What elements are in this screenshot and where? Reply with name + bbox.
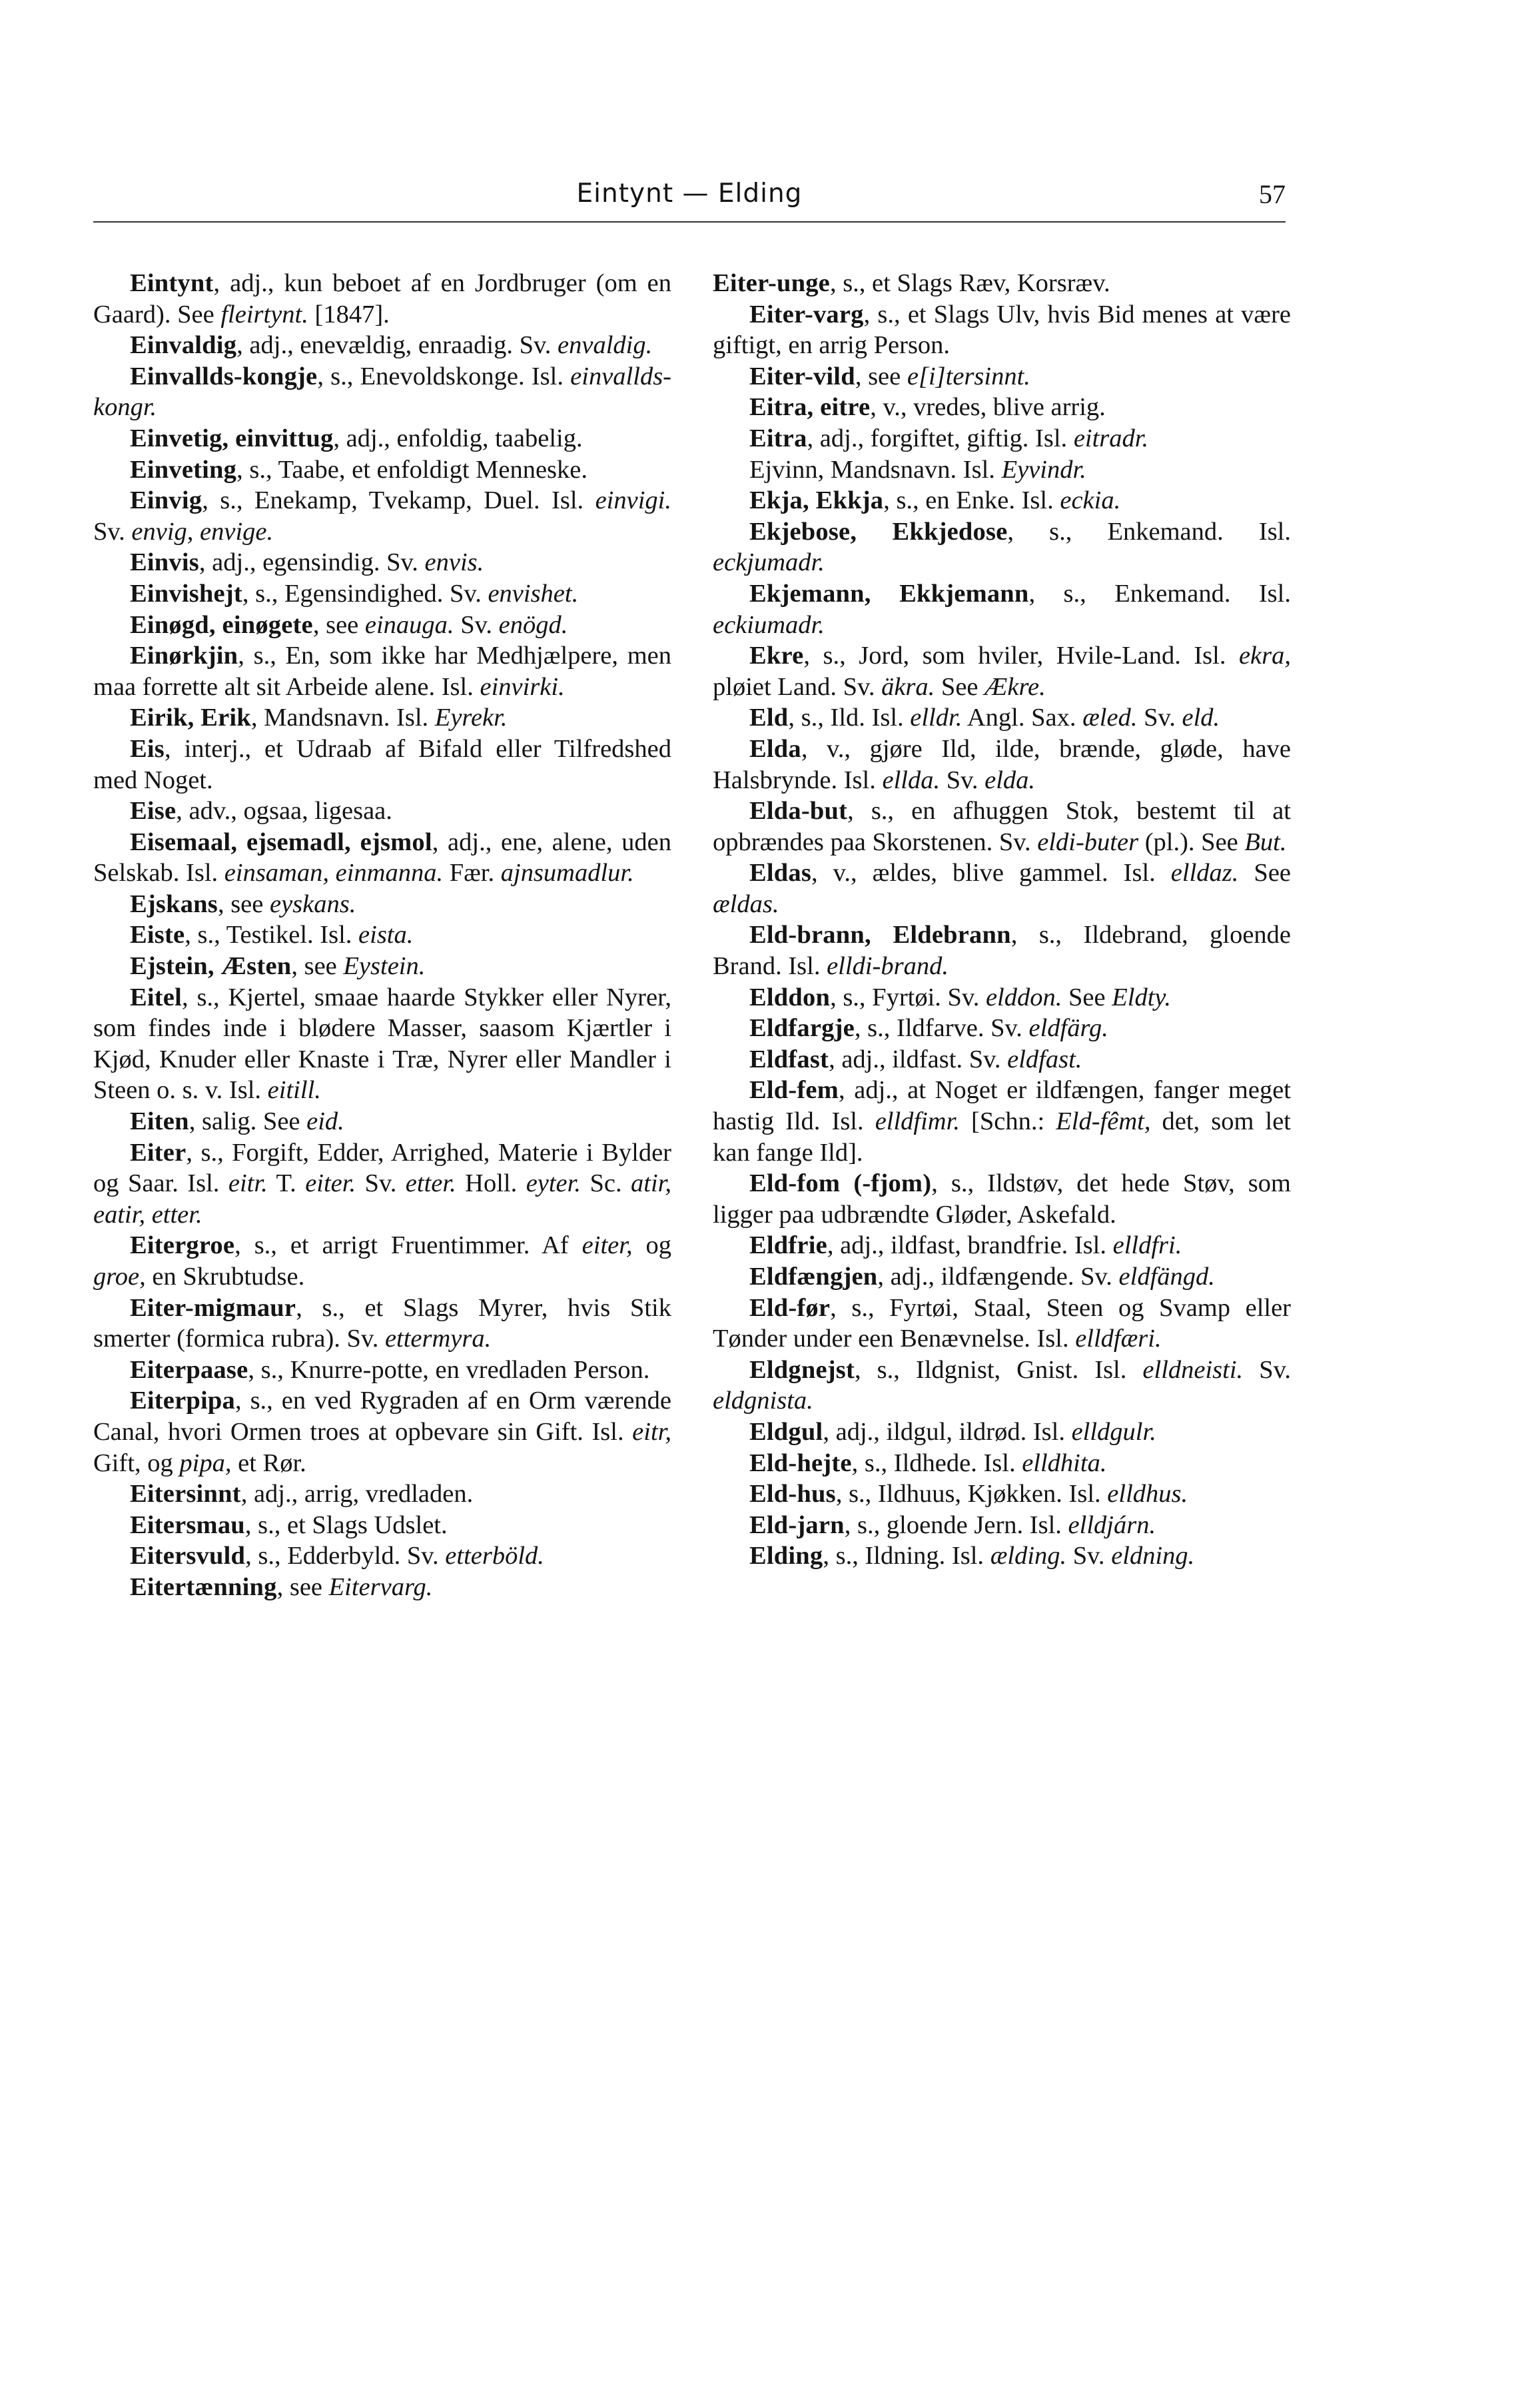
- dictionary-entry: [93, 1572, 671, 1603]
- entry-definition: , adj., enfoldig, taabelig.: [333, 424, 583, 452]
- dictionary-entry: [93, 547, 671, 578]
- dictionary-entry: [713, 1479, 1291, 1510]
- entry-definition: , s., et Slags Ræv, Korsræv.: [829, 269, 1110, 297]
- entry-definition: , s., Enevoldskonge. Isl. einvallds-kongr.: [93, 362, 671, 422]
- dictionary-entry: [713, 1261, 1291, 1293]
- entry-definition: , s., en ved Rygraden af en Orm værende Canal, hvori Ormen troes at opbevare sin Gift. Isl. eitr, Gift, og pipa, et Rør.: [93, 1387, 671, 1477]
- dictionary-entry: [93, 1106, 671, 1137]
- entry-definition: , see e[i]tersinnt.: [855, 362, 1030, 390]
- entry-headword: Elding: [749, 1542, 823, 1570]
- entry-definition: , adj., at Noget er ildfængen, fanger meget hastig Ild. Isl. elldfimr. [Schn.: Eld-fêmt, det, som let kan fange Ild].: [713, 1076, 1291, 1167]
- entry-headword: Eitersinnt: [130, 1480, 241, 1508]
- entry-headword: Eirik, Erik: [130, 704, 251, 732]
- entry-definition: , s., Egensindighed. Sv. envishet.: [242, 579, 579, 608]
- running-header: [93, 179, 1286, 213]
- entry-headword: Eitersmau: [130, 1510, 245, 1539]
- dictionary-entry: [93, 702, 671, 734]
- dictionary-entry: [93, 640, 671, 702]
- dictionary-entry: [93, 610, 671, 641]
- entry-definition: , v., vredes, blive arrig.: [870, 393, 1106, 422]
- entry-definition: , s., Ild. Isl. elldr. Angl. Sax. æled. Sv. eld.: [788, 704, 1220, 732]
- entry-headword: Elda: [749, 734, 801, 763]
- entry-definition: , s., Fyrtøi. Sv. elddon. See Eldty.: [830, 983, 1171, 1011]
- right-column: [713, 268, 1291, 1572]
- page-number: 57: [1259, 179, 1286, 209]
- entry-definition: , s., Ildhuus, Kjøkken. Isl. elldhus.: [835, 1480, 1188, 1508]
- dictionary-entry: [93, 578, 671, 610]
- dictionary-entry: [93, 1137, 671, 1231]
- entry-headword: Eld-hus: [749, 1480, 836, 1508]
- dictionary-entry: [93, 734, 671, 796]
- entry-definition: , adj., enevældig, enraadig. Sv. envaldig.: [236, 331, 653, 360]
- entry-headword: Einvis: [130, 548, 199, 577]
- dictionary-entry: [713, 858, 1291, 919]
- dictionary-entry: [713, 1168, 1291, 1230]
- entry-definition: , s., Jord, som hviler, Hvile-Land. Isl. ekra, pløiet Land. Sv. äkra. See Ækre.: [713, 642, 1291, 701]
- entry-headword: Eldfargje: [749, 1014, 855, 1043]
- entry-definition: , adj., ildfængende. Sv. eldfängd.: [877, 1263, 1215, 1291]
- dictionary-entry: [93, 1385, 671, 1479]
- dictionary-entry: [713, 485, 1291, 516]
- entry-headword: Eintynt: [130, 269, 214, 297]
- entry-headword: Eitra, eitre: [749, 393, 871, 422]
- entry-headword: Eiste: [130, 921, 185, 949]
- entry-headword: Eiter-unge: [713, 269, 830, 297]
- dictionary-entry: [713, 1448, 1291, 1479]
- dictionary-entry: [93, 1230, 671, 1292]
- entry-headword: Eitertænning: [130, 1572, 277, 1601]
- entry-headword: Ekjemann, Ekkjemann: [749, 579, 1029, 608]
- dictionary-entry: [713, 1417, 1291, 1448]
- entry-headword: Einøgd, einøgete: [130, 610, 313, 639]
- dictionary-entry: [713, 1044, 1291, 1075]
- entry-headword: Eldgul: [749, 1417, 823, 1446]
- entry-headword: Eld-fem: [749, 1076, 839, 1105]
- dictionary-entry: [93, 889, 671, 920]
- entry-definition: , adj., ildgul, ildrød. Isl. elldgulr.: [823, 1417, 1156, 1446]
- entry-definition: , s., en Enke. Isl. eckia.: [883, 486, 1121, 515]
- entry-headword: Einvishejt: [130, 579, 242, 608]
- entry-definition: , s., Testikel. Isl. eista.: [185, 921, 414, 949]
- entry-definition: , adj., egensindig. Sv. envis.: [198, 548, 484, 577]
- entry-headword: Eldfast: [749, 1045, 829, 1073]
- entry-headword: Eiterpipa: [130, 1387, 235, 1415]
- header-rule: [93, 221, 1286, 223]
- dictionary-entry: [93, 919, 671, 951]
- entry-definition: , s., Taabe, et enfoldigt Menneske.: [236, 455, 588, 484]
- entry-headword: Eld-jarn: [749, 1510, 845, 1539]
- entry-definition: , v., gjøre Ild, ilde, brænde, gløde, have Halsbrynde. Isl. ellda. Sv. elda.: [713, 734, 1291, 794]
- entry-definition: , s., et Slags Udslet.: [244, 1510, 448, 1539]
- entry-headword: Einvetig, einvittug: [130, 424, 334, 452]
- entry-headword: Eis: [130, 734, 165, 763]
- entry-definition: , s., Forgift, Edder, Arrighed, Materie i Bylder og Saar. Isl. eitr. T. eiter. Sv. etter. Holl. eyter. Sc. atir, eatir, etter.: [93, 1138, 671, 1229]
- entry-headword: Elda-but: [749, 797, 848, 826]
- dictionary-entry: [93, 1510, 671, 1541]
- entry-definition: , s., et Slags Myrer, hvis Stik smerter (formica rubra). Sv. ettermyra.: [93, 1293, 671, 1353]
- entry-headword: Eiter-varg: [749, 300, 864, 328]
- dictionary-entry: [713, 578, 1291, 640]
- entry-headword: Eldgnejst: [749, 1355, 855, 1384]
- dictionary-entry: [713, 268, 1291, 299]
- entry-headword: Einørkjin: [130, 642, 238, 670]
- dictionary-entry: [713, 361, 1291, 392]
- entry-definition: , s., Ildfarve. Sv. eldfärg.: [854, 1014, 1108, 1043]
- entry-definition: , adj., ildfast. Sv. eldfast.: [829, 1045, 1082, 1073]
- dictionary-entry: [713, 1230, 1291, 1261]
- dictionary-entry: [93, 796, 671, 827]
- entry-definition: , salig. See eid.: [189, 1107, 344, 1136]
- entry-headword: Eldfængjen: [749, 1263, 878, 1291]
- entry-definition: , adj., kun beboet af en Jordbruger (om en Gaard). See fleirtynt. [1847].: [93, 269, 671, 328]
- entry-definition: , s., gloende Jern. Isl. elldjárn.: [844, 1510, 1156, 1539]
- dictionary-entry: [93, 951, 671, 982]
- running-title: Eintynt — Elding: [576, 179, 803, 209]
- entry-definition: , s., Fyrtøi, Staal, Steen og Svamp eller Tønder under een Benævnelse. Isl. elldfæri.: [713, 1293, 1291, 1353]
- entry-definition: , s., Ildgnist, Gnist. Isl. elldneisti. Sv. eldgnista.: [713, 1355, 1291, 1415]
- entry-definition: , s., Kjertel, smaae haarde Stykker eller Nyrer, som findes inde i blødere Masser, saasom Kjærtler i Kjød, Knuder eller Knaste i Træ, Nyrer eller Mandler i Steen o. s. v. Isl. eitill.: [93, 983, 671, 1105]
- entry-headword: Einvig: [130, 486, 202, 515]
- entry-headword: Eld-fom (-fjom): [749, 1169, 932, 1198]
- dictionary-entry: [713, 796, 1291, 858]
- entry-headword: Eitergroe: [130, 1231, 235, 1260]
- dictionary-entry: [93, 1479, 671, 1510]
- dictionary-entry: [713, 1540, 1291, 1572]
- entry-headword: Ekre: [749, 642, 804, 670]
- entry-definition: , adv., ogsaa, ligesaa.: [176, 797, 392, 826]
- dictionary-entry: [713, 734, 1291, 796]
- entry-headword: Elddon: [749, 983, 831, 1011]
- dictionary-entry: [713, 702, 1291, 734]
- entry-headword: Eise: [130, 797, 177, 826]
- dictionary-entry: [713, 392, 1291, 423]
- dictionary-entry: [93, 330, 671, 361]
- dictionary-entry: [93, 268, 671, 330]
- entry-definition: , v., ældes, blive gammel. Isl. elldaz. See ældas.: [713, 859, 1291, 918]
- dictionary-entry: [713, 1293, 1291, 1355]
- entry-headword: Ekja, Ekkja: [749, 486, 884, 515]
- entry-headword: Eitersvuld: [130, 1542, 246, 1570]
- entry-headword: Ejskans: [130, 890, 218, 918]
- entry-definition: , s., En, som ikke har Medhjælpere, men maa forrette alt sit Arbeide alene. Isl. einvirki.: [93, 642, 671, 701]
- entry-headword: Eld-før: [749, 1293, 831, 1322]
- entry-headword: Eitel: [130, 983, 182, 1011]
- dictionary-entry: [713, 454, 1291, 486]
- entry-definition: , s., en afhuggen Stok, bestemt til at opbrændes paa Skorstenen. Sv. eldi-buter (pl.). See But.: [713, 797, 1291, 856]
- entry-headword: Eld: [749, 704, 789, 732]
- entry-definition: , s., Edderbyld. Sv. etterböld.: [245, 1542, 544, 1570]
- entry-headword: Einvaldig: [130, 331, 237, 360]
- dictionary-entry: [93, 454, 671, 486]
- entry-definition: , s., Enkemand. Isl. eckiumadr.: [713, 579, 1291, 639]
- entry-headword: Eiter-vild: [749, 362, 855, 390]
- entry-headword: Eitra: [749, 424, 807, 452]
- dictionary-entry: [93, 1355, 671, 1386]
- entry-headword: Einveting: [130, 455, 237, 484]
- dictionary-entry: [93, 423, 671, 454]
- dictionary-entry: [713, 982, 1291, 1013]
- entry-definition: , s., Ildhede. Isl. elldhita.: [851, 1449, 1107, 1477]
- entry-headword: Eiterpaase: [130, 1355, 248, 1384]
- entry-definition: , s., Knurre-potte, en vredladen Person.: [248, 1355, 650, 1384]
- entry-definition: , s., Enekamp, Tvekamp, Duel. Isl. einvigi. Sv. envig, envige.: [93, 486, 671, 546]
- entry-headword: Ejstein, Æsten: [130, 952, 292, 981]
- entry-headword: Eiten: [130, 1107, 189, 1136]
- entry-definition: , adj., ene, alene, uden Selskab. Isl. einsaman, einmanna. Fær. ajnsumadlur.: [93, 828, 671, 888]
- entry-definition: , see Eystein.: [291, 952, 426, 981]
- dictionary-entry: [713, 640, 1291, 702]
- dictionary-entry: [93, 1293, 671, 1355]
- entry-definition: Ejvinn, Mandsnavn. Isl. Eyvindr.: [749, 455, 1086, 484]
- dictionary-entry: [713, 299, 1291, 361]
- dictionary-entry: [713, 516, 1291, 578]
- entry-headword: Eisemaal, ejsemadl, ejsmol: [130, 828, 432, 856]
- entry-definition: , see eyskans.: [217, 890, 356, 918]
- entry-definition: , Mandsnavn. Isl. Eyrekr.: [250, 704, 508, 732]
- entry-definition: , see einauga. Sv. enögd.: [312, 610, 568, 639]
- entry-definition: , s., Enkemand. Isl. eckjumadr.: [713, 517, 1291, 577]
- dictionary-entry: [93, 827, 671, 889]
- entry-definition: , s., Ildebrand, gloende Brand. Isl. elldi-brand.: [713, 921, 1291, 981]
- entry-headword: Eiter-migmaur: [130, 1293, 296, 1322]
- entry-headword: Eiter: [130, 1138, 187, 1167]
- entry-definition: , s., et arrigt Fruentimmer. Af eiter, og groe, en Skrubtudse.: [93, 1231, 671, 1291]
- entry-definition: , see Eitervarg.: [276, 1572, 433, 1601]
- entry-definition: , adj., arrig, vredladen.: [240, 1480, 474, 1508]
- dictionary-entry: [713, 1075, 1291, 1168]
- entry-definition: , s., Ildning. Isl. ælding. Sv. eldning.: [823, 1542, 1195, 1570]
- dictionary-entry: [713, 919, 1291, 981]
- dictionary-entry: [713, 1510, 1291, 1541]
- entry-headword: Eld-brann, Eldebrann: [749, 921, 1011, 949]
- entry-headword: Einvallds-kongje: [130, 362, 318, 390]
- left-column: [93, 268, 671, 1603]
- dictionary-entry: [93, 361, 671, 423]
- entry-definition: , s., Ildstøv, det hede Støv, som ligger paa udbrændte Gløder, Askefald.: [713, 1169, 1291, 1229]
- dictionary-entry: [713, 1013, 1291, 1044]
- entry-definition: , interj., et Udraab af Bifald eller Tilfredshed med Noget.: [93, 734, 671, 794]
- entry-headword: Ekjebose, Ekkjedose: [749, 517, 1008, 546]
- entry-definition: , adj., ildfast, brandfrie. Isl. elldfri.: [827, 1231, 1182, 1260]
- entry-headword: Eld-hejte: [749, 1449, 852, 1477]
- entry-headword: Eldas: [749, 859, 812, 888]
- dictionary-entry: [93, 1540, 671, 1572]
- dictionary-entry: [713, 423, 1291, 454]
- dictionary-entry: [93, 982, 671, 1106]
- dictionary-entry: [713, 1355, 1291, 1417]
- entry-definition: , adj., forgiftet, giftig. Isl. eitradr.: [807, 424, 1149, 452]
- dictionary-entry: [93, 485, 671, 547]
- entry-definition: , s., et Slags Ulv, hvis Bid menes at være giftigt, en arrig Person.: [713, 300, 1291, 360]
- entry-headword: Eldfrie: [749, 1231, 827, 1260]
